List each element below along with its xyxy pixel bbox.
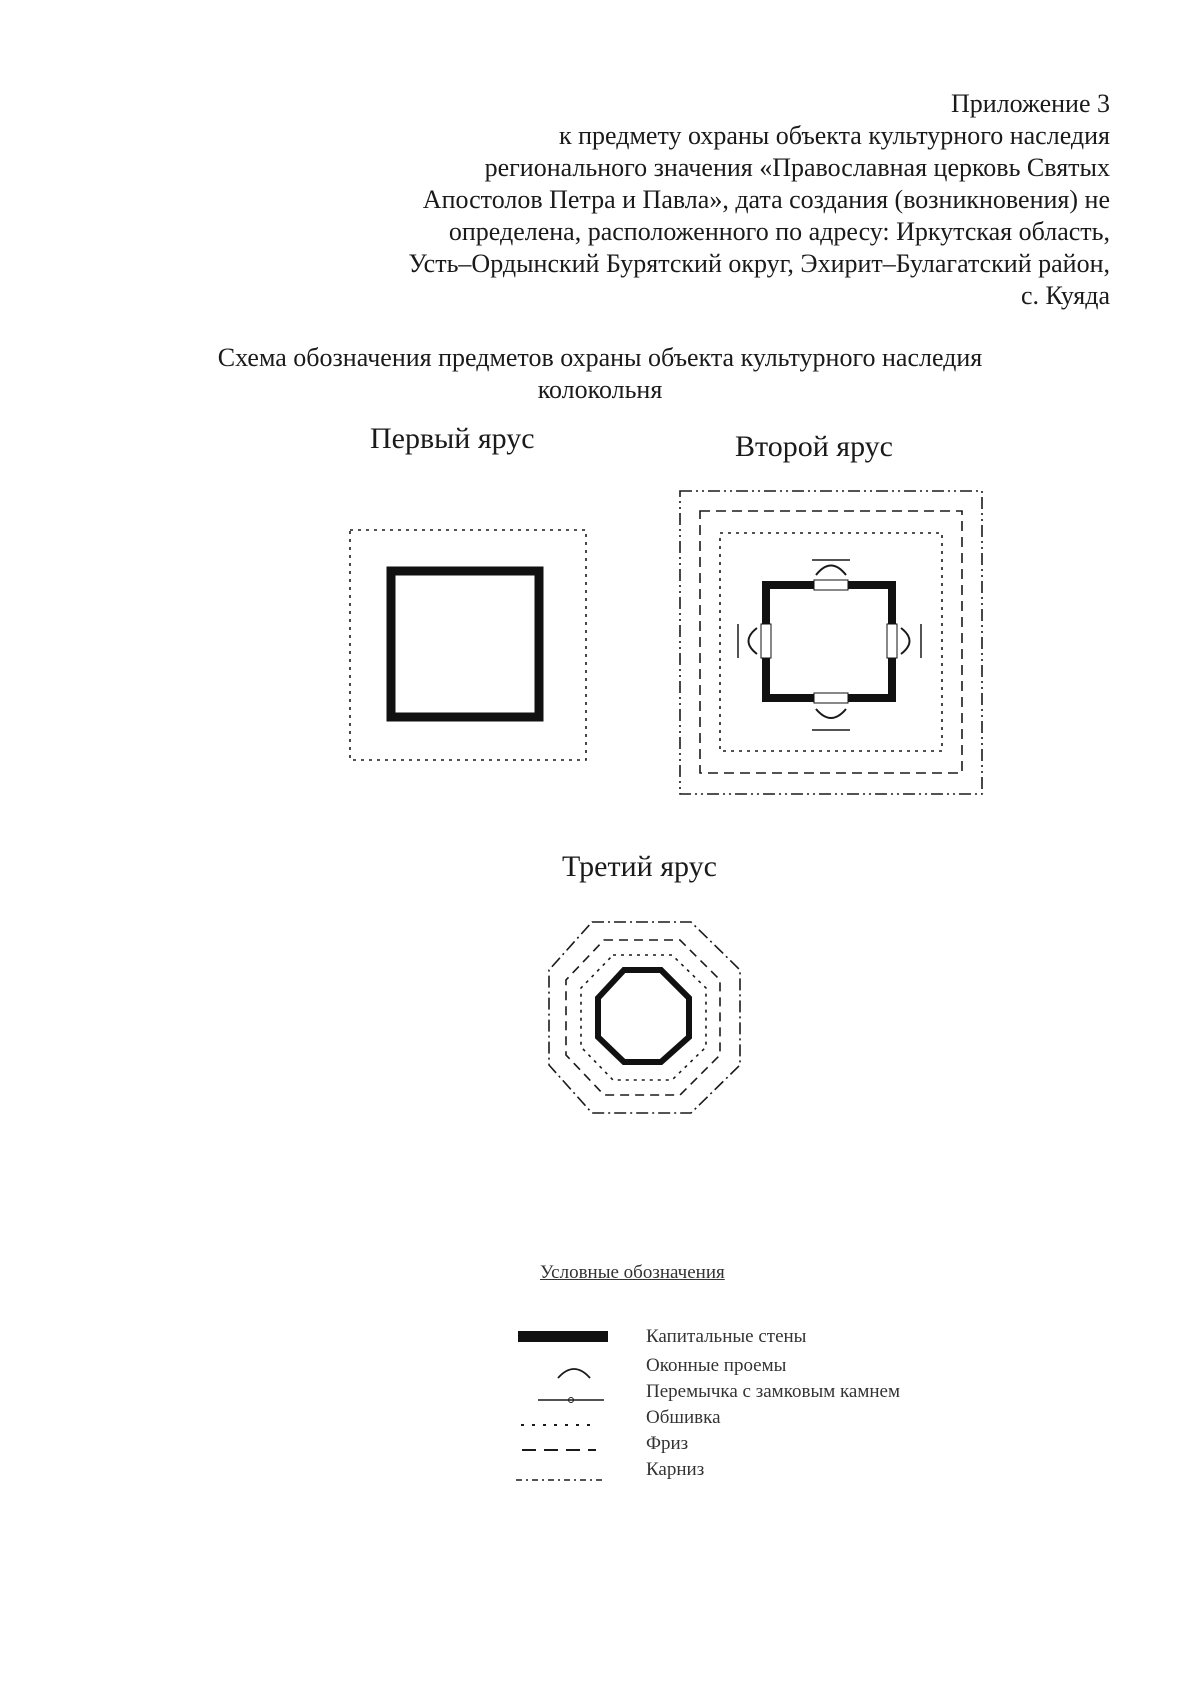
header-line: Усть–Ордынский Бурятский округ, Эхирит–Булагатский район,: [408, 249, 1110, 278]
window-arch-bottom: [816, 709, 846, 718]
window-arch-left: [749, 628, 758, 654]
header-line: с. Куяда: [1020, 281, 1110, 310]
header-line: регионального значения «Православная церковь Святых: [484, 153, 1110, 182]
window-opening-right: [887, 624, 897, 658]
window-opening-top: [814, 580, 848, 590]
tier-third-plan: [549, 922, 740, 1113]
header-line: к предмету охраны объекта культурного наследия: [558, 121, 1110, 150]
tier-second-label: Второй ярус: [735, 430, 893, 463]
window-arch-top: [816, 566, 846, 576]
header-line: определена, расположенного по адресу: Иркутская область,: [448, 217, 1110, 246]
legend-item-frieze: Фриз: [646, 1433, 689, 1454]
tier-first-plan: [350, 530, 586, 760]
capital-wall: [598, 970, 689, 1062]
tier-third-label: Третий ярус: [562, 850, 717, 883]
cornice-outline: [549, 922, 740, 1113]
frieze-outline: [700, 511, 962, 773]
sheathing-outline: [350, 530, 586, 760]
window-opening-symbol: [558, 1369, 590, 1378]
legend-item-cornice: Карниз: [646, 1459, 705, 1480]
window-arch-right: [901, 628, 910, 654]
legend-item-window-openings: Оконные проемы: [646, 1355, 787, 1376]
header-line: Приложение 3: [950, 89, 1110, 118]
schema-title-line2: колокольня: [537, 375, 663, 404]
schema-title-line1: Схема обозначения предметов охраны объекта культурного наследия: [217, 343, 983, 372]
window-opening-left: [761, 624, 771, 658]
legend-item-capital-walls: Капитальные стены: [646, 1326, 807, 1347]
capital-wall: [766, 585, 892, 698]
legend-symbols: [516, 1331, 608, 1480]
window-opening-bottom: [814, 693, 848, 703]
tier-first-label: Первый ярус: [370, 422, 535, 455]
frieze-outline: [566, 940, 720, 1095]
legend-title: Условные обозначения: [540, 1262, 725, 1283]
legend-item-sheathing: Обшивка: [646, 1407, 721, 1428]
cornice-outline: [680, 491, 982, 794]
header-line: Апостолов Петра и Павла», дата создания (возникновения) не: [422, 185, 1110, 214]
capital-wall: [391, 571, 539, 717]
capital-walls-symbol: [518, 1331, 608, 1342]
legend-item-lintel: Перемычка с замковым камнем: [646, 1381, 901, 1402]
tier-second-plan: [680, 491, 982, 794]
